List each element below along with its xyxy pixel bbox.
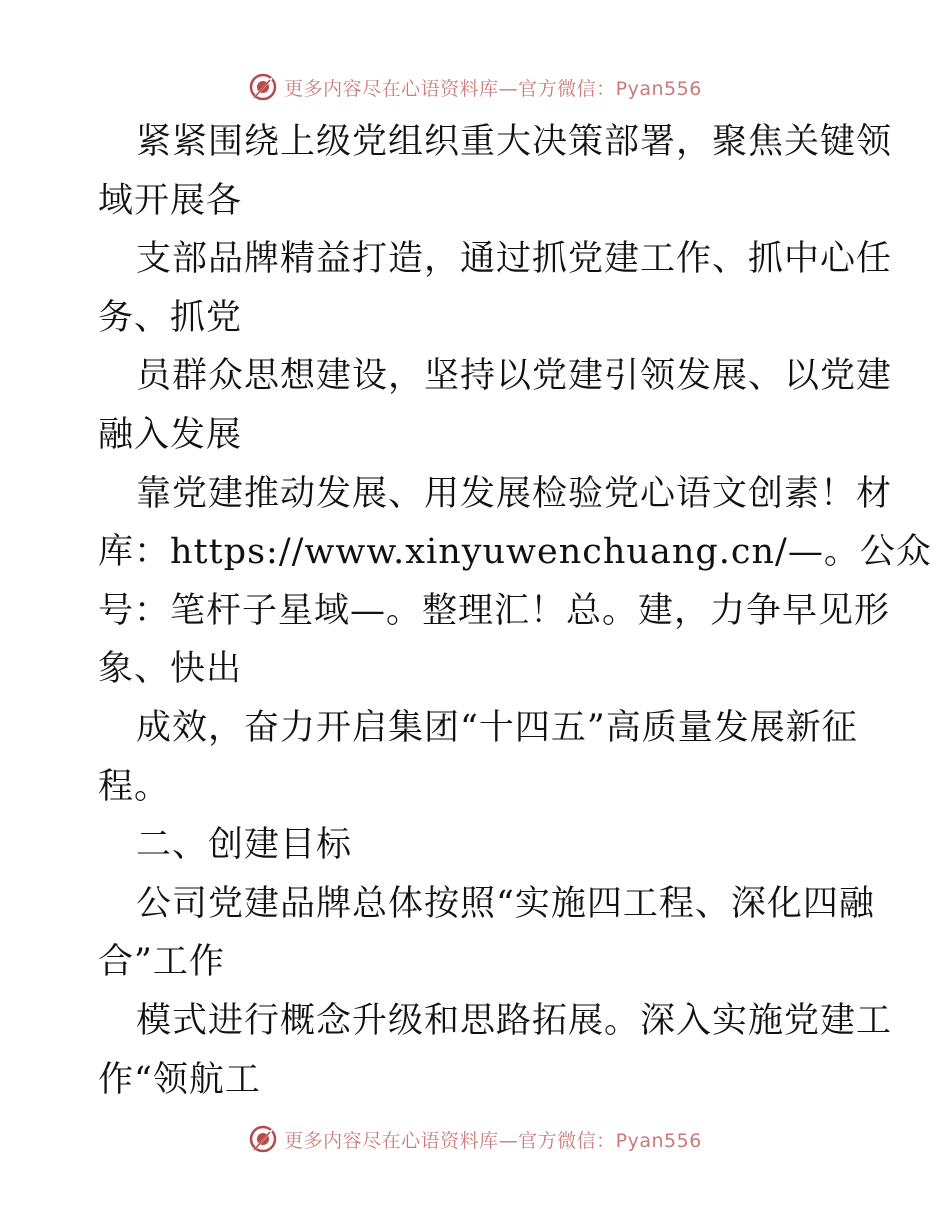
text-line: 紧紧围绕上级党组织重大决策部署，聚焦关键领 [136, 122, 893, 162]
brush-logo-icon [248, 72, 278, 102]
text-line: 作“领航工 [98, 1059, 261, 1100]
text-line: 合”工作 [98, 942, 225, 983]
text-line: 公司党建品牌总体按照“实施四工程、深化四融 [136, 883, 875, 924]
text-line: 程。 [98, 766, 171, 807]
text-line: 员群众思想建设，坚持以党建引领发展、以党建 [136, 356, 893, 397]
footer-watermark [0, 1124, 950, 1154]
text-line: 融入发展 [98, 415, 243, 455]
text-line: 象、快出 [98, 649, 243, 690]
text-line: 模式进行概念升级和思路拓展。深入实施党建工 [136, 1001, 893, 1041]
brush-logo-icon [248, 1124, 278, 1154]
header-watermark [0, 72, 950, 102]
text-line: 支部品牌精益打造，通过抓党建工作、抓中心任 [136, 239, 893, 280]
text-line: 号：笔杆子星域—。整理汇！总。建，力争早见形 [98, 590, 891, 631]
text-line: 靠党建推动发展、用发展检验党心语文创素！材 [136, 473, 893, 514]
text-line: 库：https://www.xinyuwenchuang.cn/—。公众 [98, 532, 932, 573]
text-line: 域开展各 [98, 180, 243, 221]
text-line: 二、创建目标 [136, 825, 353, 866]
watermark-text: 更多内容尽在心语资料库—官方微信：Pyan556 [284, 77, 702, 100]
text-line: 务、抓党 [98, 297, 243, 338]
text-line: 成效，奋力开启集团“十四五”高质量发展新征 [136, 708, 858, 748]
watermark-text: 更多内容尽在心语资料库—官方微信：Pyan556 [284, 1129, 702, 1152]
